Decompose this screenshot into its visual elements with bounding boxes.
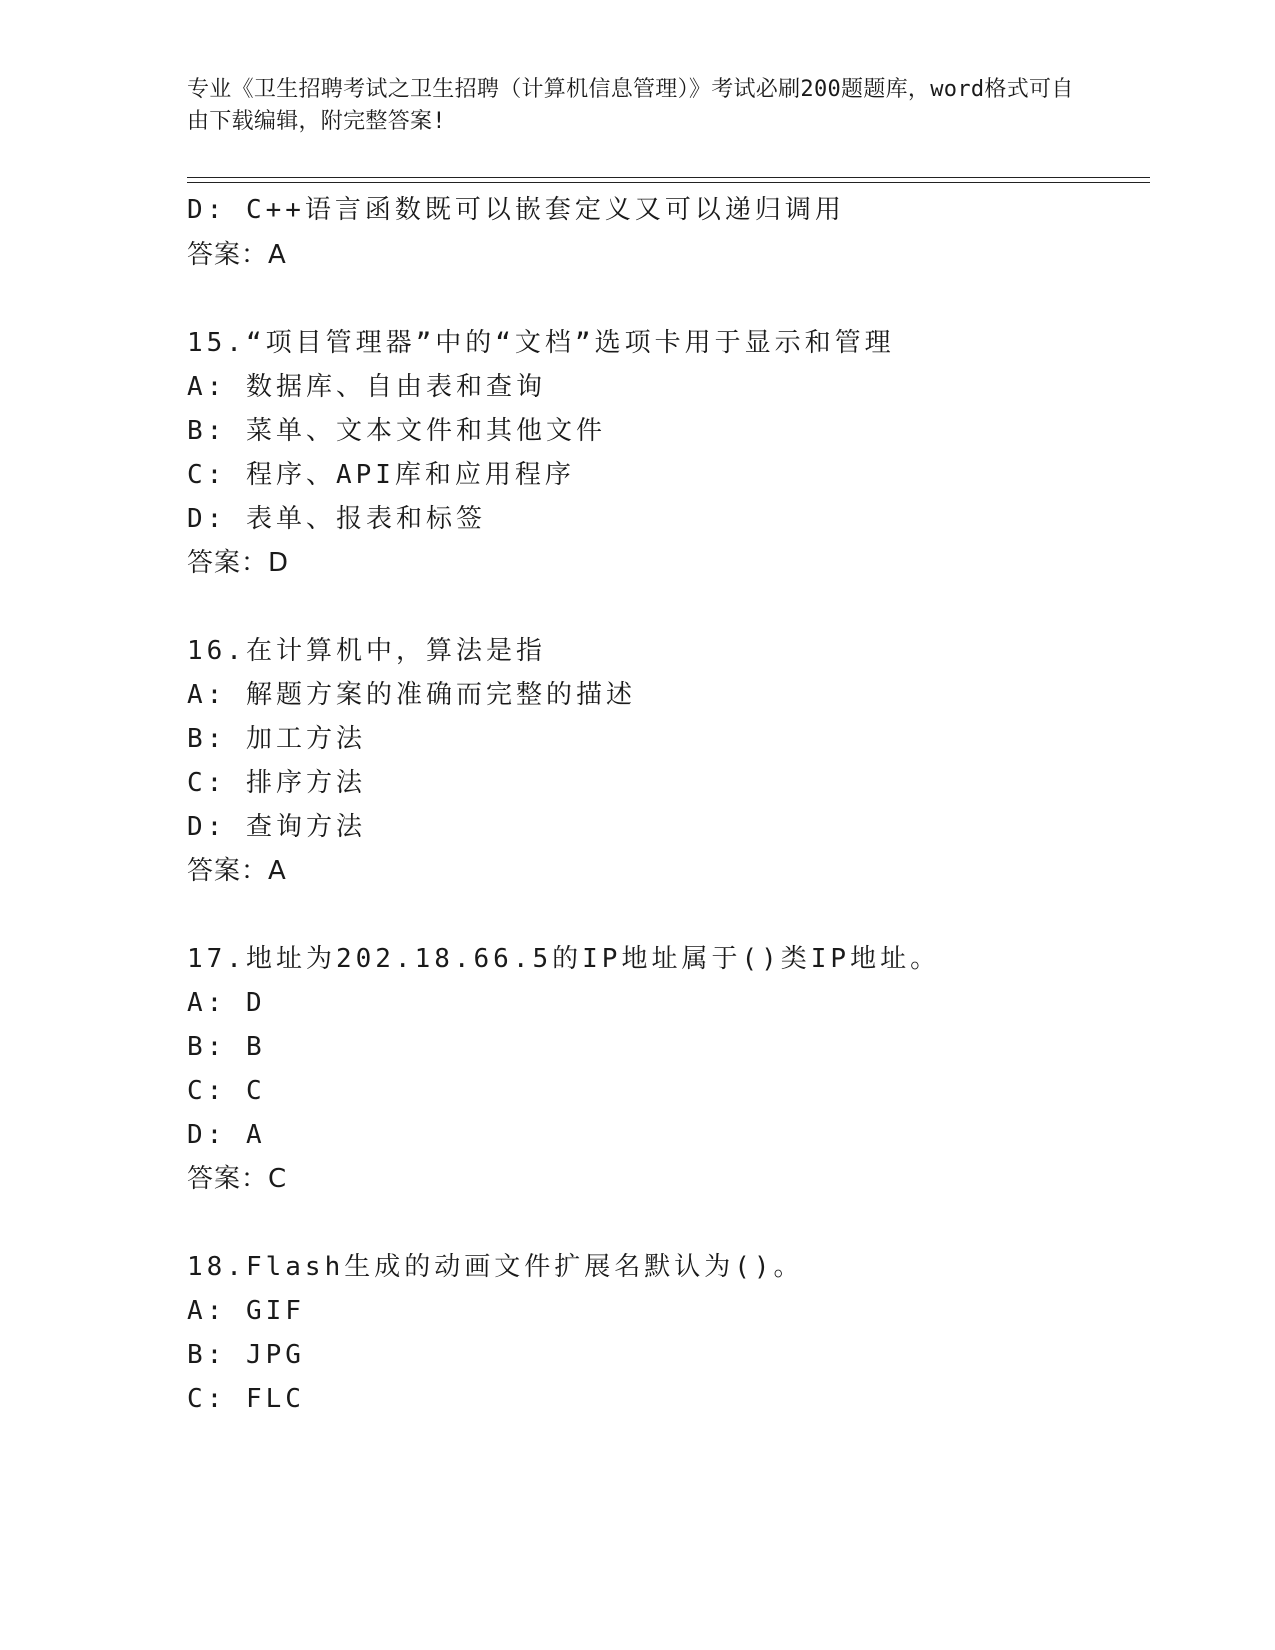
q15-option-b: B: 菜单、文本文件和其他文件 bbox=[187, 416, 606, 446]
header-divider-top bbox=[187, 177, 1150, 178]
q14-option-d: D: C++语言函数既可以嵌套定义又可以递归调用 bbox=[187, 195, 845, 225]
q15-option-d: D: 表单、报表和标签 bbox=[187, 504, 486, 534]
q17-option-d: D: A bbox=[187, 1120, 266, 1150]
q15-option-c: C: 程序、API库和应用程序 bbox=[187, 460, 575, 490]
q16-question: 16.在计算机中，算法是指 bbox=[187, 636, 546, 666]
q16-option-d: D: 查询方法 bbox=[187, 812, 366, 842]
q18-option-c: C: FLC bbox=[187, 1384, 305, 1414]
q16-option-a: A: 解题方案的准确而完整的描述 bbox=[187, 680, 636, 710]
q17-option-b: B: B bbox=[187, 1032, 266, 1062]
q16-answer: 答案：A bbox=[187, 856, 287, 886]
header-divider-bottom bbox=[187, 182, 1150, 183]
q17-question: 17.地址为202.18.66.5的IP地址属于()类IP地址。 bbox=[187, 944, 941, 974]
q14-answer: 答案：A bbox=[187, 240, 287, 270]
q18-option-b: B: JPG bbox=[187, 1340, 305, 1370]
q17-answer: 答案：C bbox=[187, 1164, 288, 1194]
q15-answer: 答案：D bbox=[187, 548, 290, 578]
q17-option-c: C: C bbox=[187, 1076, 266, 1106]
q15-question: 15.“项目管理器”中的“文档”选项卡用于显示和管理 bbox=[187, 328, 895, 358]
q15-option-a: A: 数据库、自由表和查询 bbox=[187, 372, 546, 402]
document-header: 专业《卫生招聘考试之卫生招聘（计算机信息管理）》考试必刷200题题库，word格式可自由下载编辑，附完整答案! bbox=[187, 77, 1074, 134]
q16-option-b: B: 加工方法 bbox=[187, 724, 366, 754]
q18-option-a: A: GIF bbox=[187, 1296, 305, 1326]
q17-option-a: A: D bbox=[187, 988, 266, 1018]
q18-question: 18.Flash生成的动画文件扩展名默认为()。 bbox=[187, 1252, 804, 1282]
q16-option-c: C: 排序方法 bbox=[187, 768, 366, 798]
